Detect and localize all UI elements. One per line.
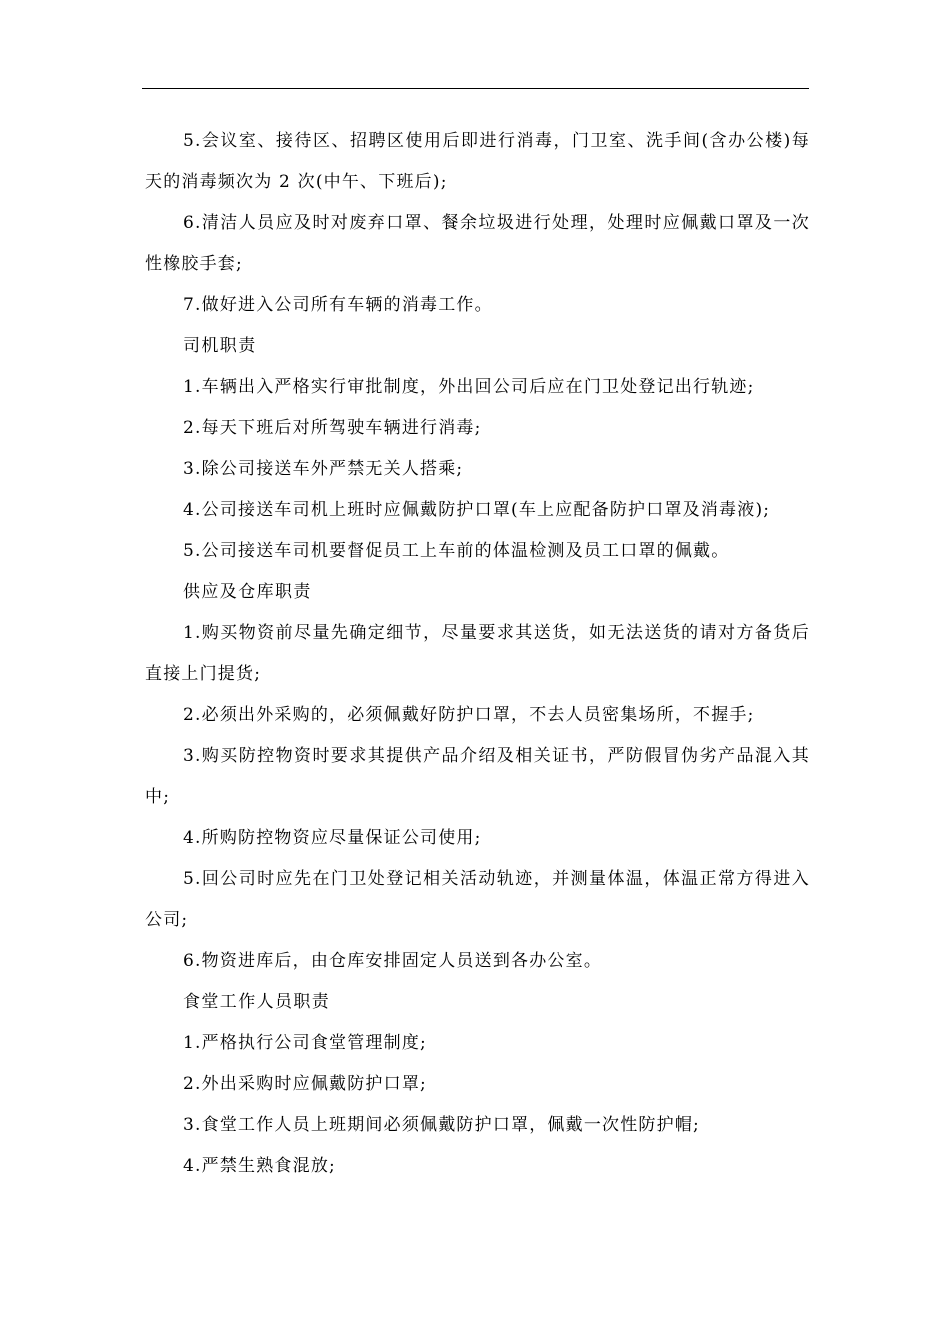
section-heading-supply: 供应及仓库职责 xyxy=(183,582,312,602)
paragraph-canteen-2: 2.外出采购时应佩戴防护口罩; xyxy=(183,1074,427,1094)
section-heading-canteen: 食堂工作人员职责 xyxy=(183,992,331,1012)
header-rule xyxy=(142,88,809,89)
paragraph-cleaning-7: 7.做好进入公司所有车辆的消毒工作。 xyxy=(183,295,493,315)
section-heading-driver: 司机职责 xyxy=(183,336,257,356)
paragraph-driver-2: 2.每天下班后对所驾驶车辆进行消毒; xyxy=(183,418,482,438)
document-body xyxy=(145,121,810,1187)
paragraph-driver-1: 1.车辆出入严格实行审批制度，外出回公司后应在门卫处登记出行轨迹; xyxy=(183,377,755,397)
paragraph-canteen-1: 1.严格执行公司食堂管理制度; xyxy=(183,1033,427,1053)
paragraph-driver-4: 4.公司接送车司机上班时应佩戴防护口罩(车上应配备防护口罩及消毒液); xyxy=(183,500,771,520)
paragraph-supply-5: 5.回公司时应先在门卫处登记相关活动轨迹，并测量体温，体温正常方得进入公司; xyxy=(145,869,810,930)
paragraph-canteen-4: 4.严禁生熟食混放; xyxy=(183,1156,336,1176)
paragraph-cleaning-5: 5.会议室、接待区、招聘区使用后即进行消毒，门卫室、洗手间(含办公楼)每天的消毒频次为 2 次(中午、下班后); xyxy=(145,131,810,192)
paragraph-supply-4: 4.所购防控物资应尽量保证公司使用; xyxy=(183,828,482,848)
paragraph-canteen-3: 3.食堂工作人员上班期间必须佩戴防护口罩，佩戴一次性防护帽; xyxy=(183,1115,700,1135)
paragraph-cleaning-6: 6.清洁人员应及时对废弃口罩、餐余垃圾进行处理，处理时应佩戴口罩及一次性橡胶手套; xyxy=(145,213,810,274)
paragraph-supply-1: 1.购买物资前尽量先确定细节，尽量要求其送货，如无法送货的请对方备货后直接上门提货; xyxy=(145,623,810,684)
paragraph-supply-6: 6.物资进库后，由仓库安排固定人员送到各办公室。 xyxy=(183,951,603,971)
paragraph-driver-5: 5.公司接送车司机要督促员工上车前的体温检测及员工口罩的佩戴。 xyxy=(183,541,730,561)
paragraph-supply-3: 3.购买防控物资时要求其提供产品介绍及相关证书，严防假冒伪劣产品混入其中; xyxy=(145,746,810,807)
paragraph-supply-2: 2.必须出外采购的，必须佩戴好防护口罩，不去人员密集场所，不握手; xyxy=(183,705,755,725)
paragraph-driver-3: 3.除公司接送车外严禁无关人搭乘; xyxy=(183,459,464,479)
